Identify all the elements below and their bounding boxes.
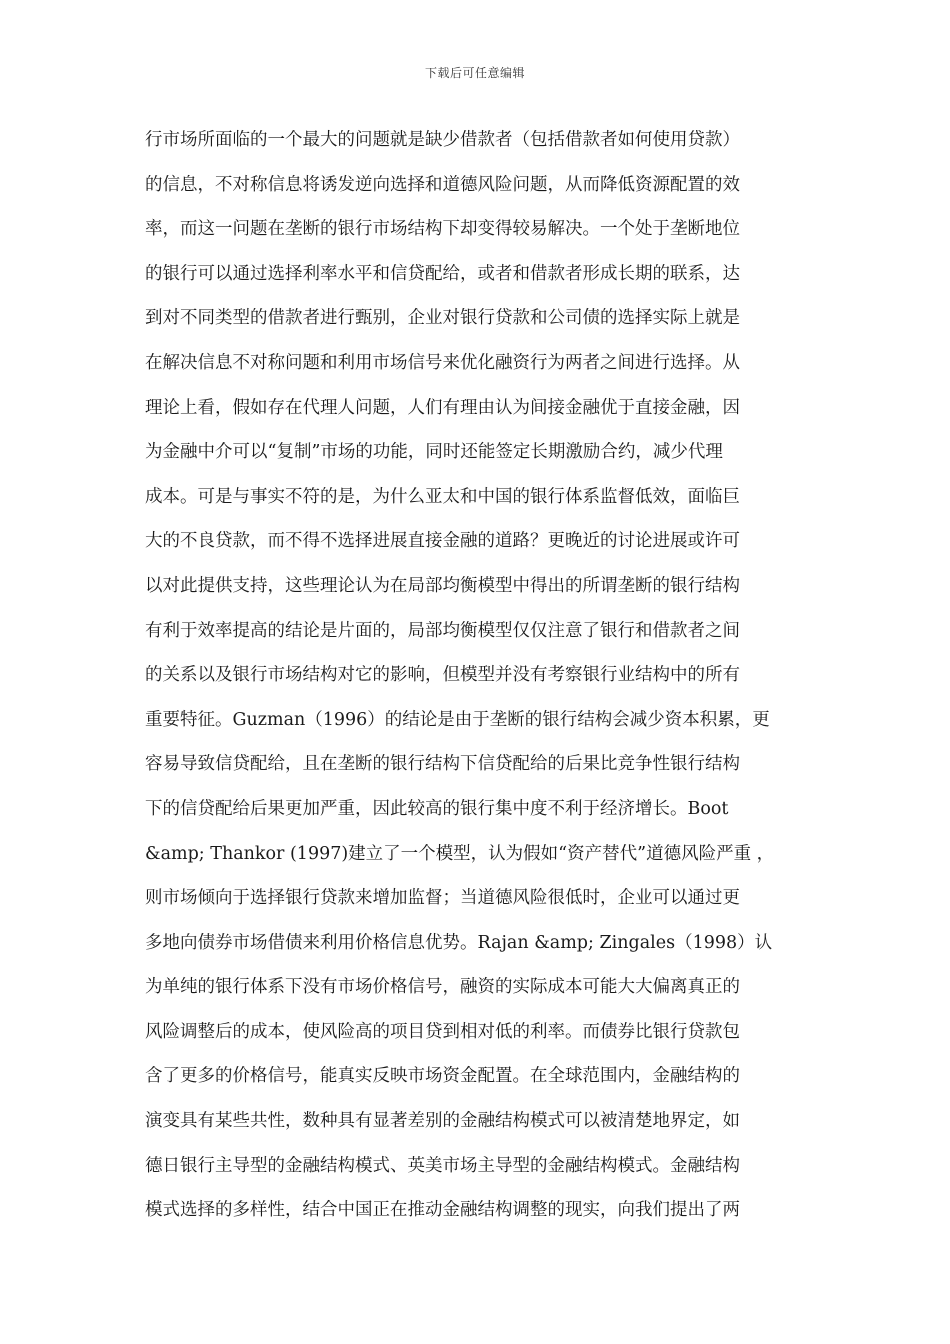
text-line: 大的不良贷款，而不得不选择进展直接金融的道路？更晚近的讨论进展或许可: [145, 531, 740, 552]
text-line: 在解决信息不对称问题和利用市场信号来优化融资行为两者之间进行选择。从: [145, 352, 740, 373]
page-header: 下载后可任意编辑: [424, 66, 525, 80]
text-line: 的关系以及银行市场结构对它的影响，但模型并没有考察银行业结构中的所有: [145, 665, 740, 686]
text-line: 成本。可是与事实不符的是，为什么亚太和中国的银行体系监督低效，面临巨: [145, 486, 740, 507]
text-line: 演变具有某些共性，数种具有显著差别的金融结构模式可以被清楚地界定，如: [145, 1111, 740, 1132]
text-line: 为单纯的银行体系下没有市场价格信号，融资的实际成本可能大大偏离真正的: [145, 977, 740, 998]
text-line: 下的信贷配给后果更加严重，因此较高的银行集中度不利于经济增长。Boot: [145, 798, 729, 819]
text-line: 模式选择的多样性，结合中国正在推动金融结构调整的现实，向我们提出了两: [145, 1200, 740, 1221]
text-line: 容易导致信贷配给，且在垄断的银行结构下信贷配给的后果比竞争性银行结构: [145, 754, 740, 775]
text-line: 多地向债券市场借债来利用价格信息优势。Rajan &amp; Zingales（1998）认: [145, 932, 773, 953]
text-line: 风险调整后的成本，使风险高的项目贷到相对低的利率。而债券比银行贷款包: [145, 1021, 740, 1042]
text-line: 到对不同类型的借款者进行甄别，企业对银行贷款和公司债的选择实际上就是: [145, 308, 740, 329]
text-line: 的信息，不对称信息将诱发逆向选择和道德风险问题，从而降低资源配置的效: [145, 174, 740, 195]
text-line: 重要特征。Guzman（1996）的结论是由于垄断的银行结构会减少资本积累，更: [145, 709, 770, 730]
text-line: 有利于效率提高的结论是片面的，局部均衡模型仅仅注意了银行和借款者之间: [145, 620, 740, 641]
text-line: 则市场倾向于选择银行贷款来增加监督；当道德风险很低时，企业可以通过更: [145, 888, 740, 909]
text-line: 的银行可以通过选择利率水平和信贷配给，或者和借款者形成长期的联系，达: [145, 263, 740, 284]
text-line: 率，而这一问题在垄断的银行市场结构下却变得较易解决。一个处于垄断地位: [145, 219, 740, 240]
text-line: &amp; Thankor (1997)建立了一个模型，认为假如“资产替代”道德风险严重 ，: [145, 843, 775, 864]
text-line: 以对此提供支持，这些理论认为在局部均衡模型中得出的所谓垄断的银行结构: [145, 575, 740, 596]
text-line: 为金融中介可以“复制”市场的功能，同时还能签定长期激励合约，减少代理: [145, 442, 723, 463]
text-line: 理论上看，假如存在代理人问题，人们有理由认为间接金融优于直接金融，因: [145, 397, 740, 418]
text-line: 德日银行主导型的金融结构模式、英美市场主导型的金融结构模式。金融结构: [145, 1155, 740, 1176]
text-line: 行市场所面临的一个最大的问题就是缺少借款者（包括借款者如何使用贷款）: [145, 130, 740, 150]
body-text: [145, 125, 825, 1240]
text-line: 含了更多的价格信号，能真实反映市场资金配置。在全球范围内，金融结构的: [145, 1066, 740, 1087]
